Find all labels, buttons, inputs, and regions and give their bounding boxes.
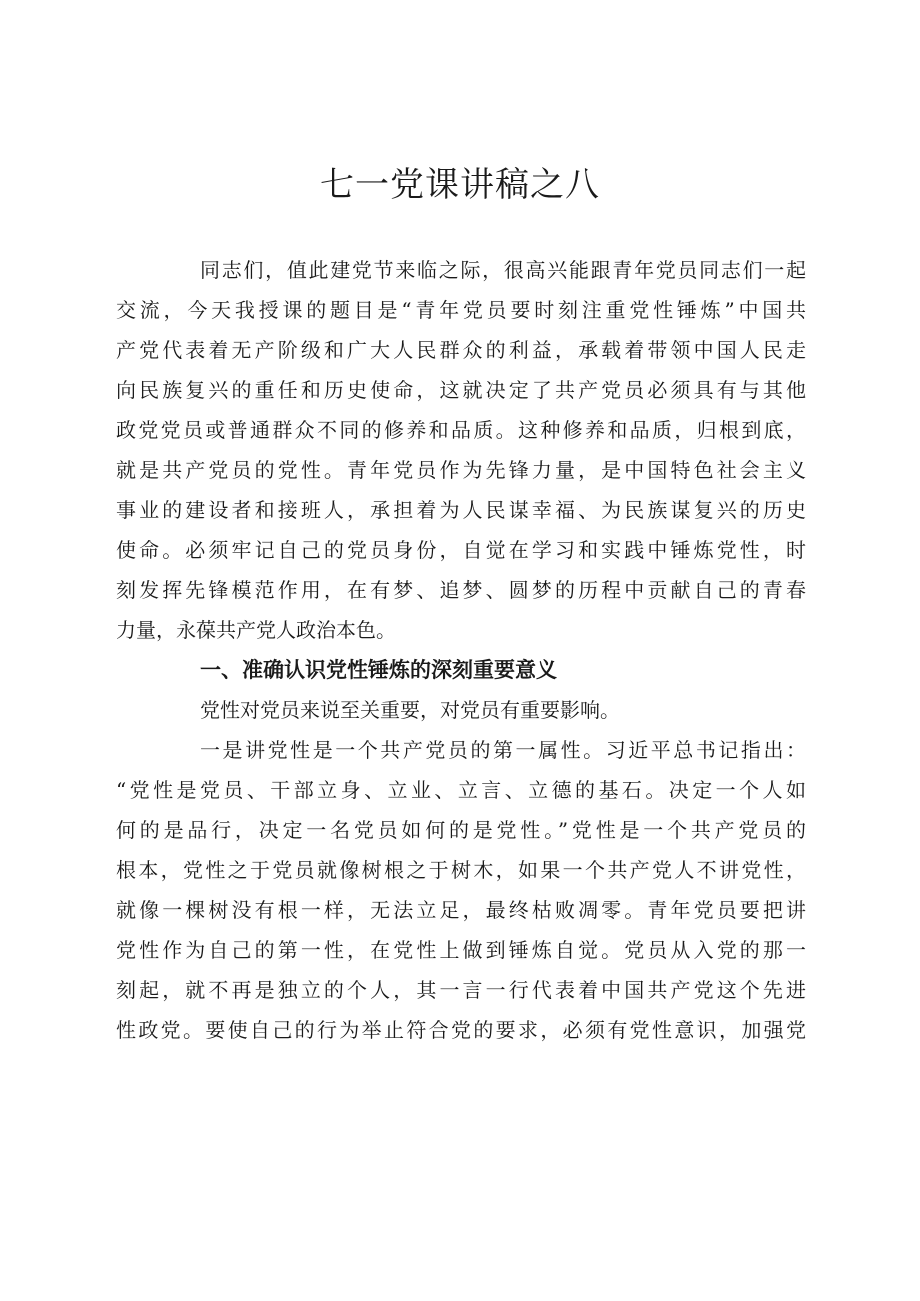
paragraph-line: 根本，党性之于党员就像树根之于树木，如果一个共产党人不讲党性， [116, 858, 806, 882]
paragraph-line: 交流，今天我授课的题目是“青年党员要时刻注重党性锤炼”中国共 [116, 298, 806, 322]
paragraph-line: 一是讲党性是一个共产党员的第一属性。习近平总书记指出： [200, 738, 806, 762]
paragraph-line: 刻发挥先锋模范作用，在有梦、追梦、圆梦的历程中贡献自己的青春 [116, 578, 806, 602]
paragraph-line: 政党党员或普通群众不同的修养和品质。这种修养和品质，归根到底， [116, 418, 806, 442]
paragraph-line: 同志们，值此建党节来临之际，很高兴能跟青年党员同志们一起 [200, 258, 806, 282]
paragraph-line: 事业的建设者和接班人，承担着为人民谋幸福、为民族谋复兴的历史 [116, 498, 806, 522]
paragraph-line: 刻起，就不再是独立的个人，其一言一行代表着中国共产党这个先进 [116, 978, 806, 1002]
paragraph-line: 何的是品行，决定一名党员如何的是党性。”党性是一个共产党员的 [116, 818, 806, 842]
paragraph-line: 就是共产党员的党性。青年党员作为先锋力量，是中国特色社会主义 [116, 458, 806, 482]
paragraph-line: “党性是党员、干部立身、立业、立言、立德的基石。决定一个人如 [116, 778, 806, 802]
paragraph-line: 产党代表着无产阶级和广大人民群众的利益，承载着带领中国人民走 [116, 338, 806, 362]
paragraph-line: 使命。必须牢记自己的党员身份，自觉在学习和实践中锤炼党性，时 [116, 538, 806, 562]
paragraph-line: 性政党。要使自己的行为举止符合党的要求，必须有党性意识，加强党 [116, 1018, 806, 1042]
paragraph-line: 力量，永葆共产党人政治本色。 [116, 618, 396, 642]
document-title: 七一党课讲稿之八 [320, 165, 600, 205]
paragraph-line: 党性作为自己的第一性，在党性上做到锤炼自觉。党员从入党的那一 [116, 938, 806, 962]
paragraph-line: 党性对党员来说至关重要，对党员有重要影响。 [200, 698, 620, 722]
paragraph-line: 就像一棵树没有根一样，无法立足，最终枯败凋零。青年党员要把讲 [116, 898, 806, 922]
document-body [116, 250, 806, 1050]
section-heading: 一、准确认识党性锤炼的深刻重要意义 [200, 658, 557, 682]
paragraph-line: 向民族复兴的重任和历史使命，这就决定了共产党员必须具有与其他 [116, 378, 806, 402]
